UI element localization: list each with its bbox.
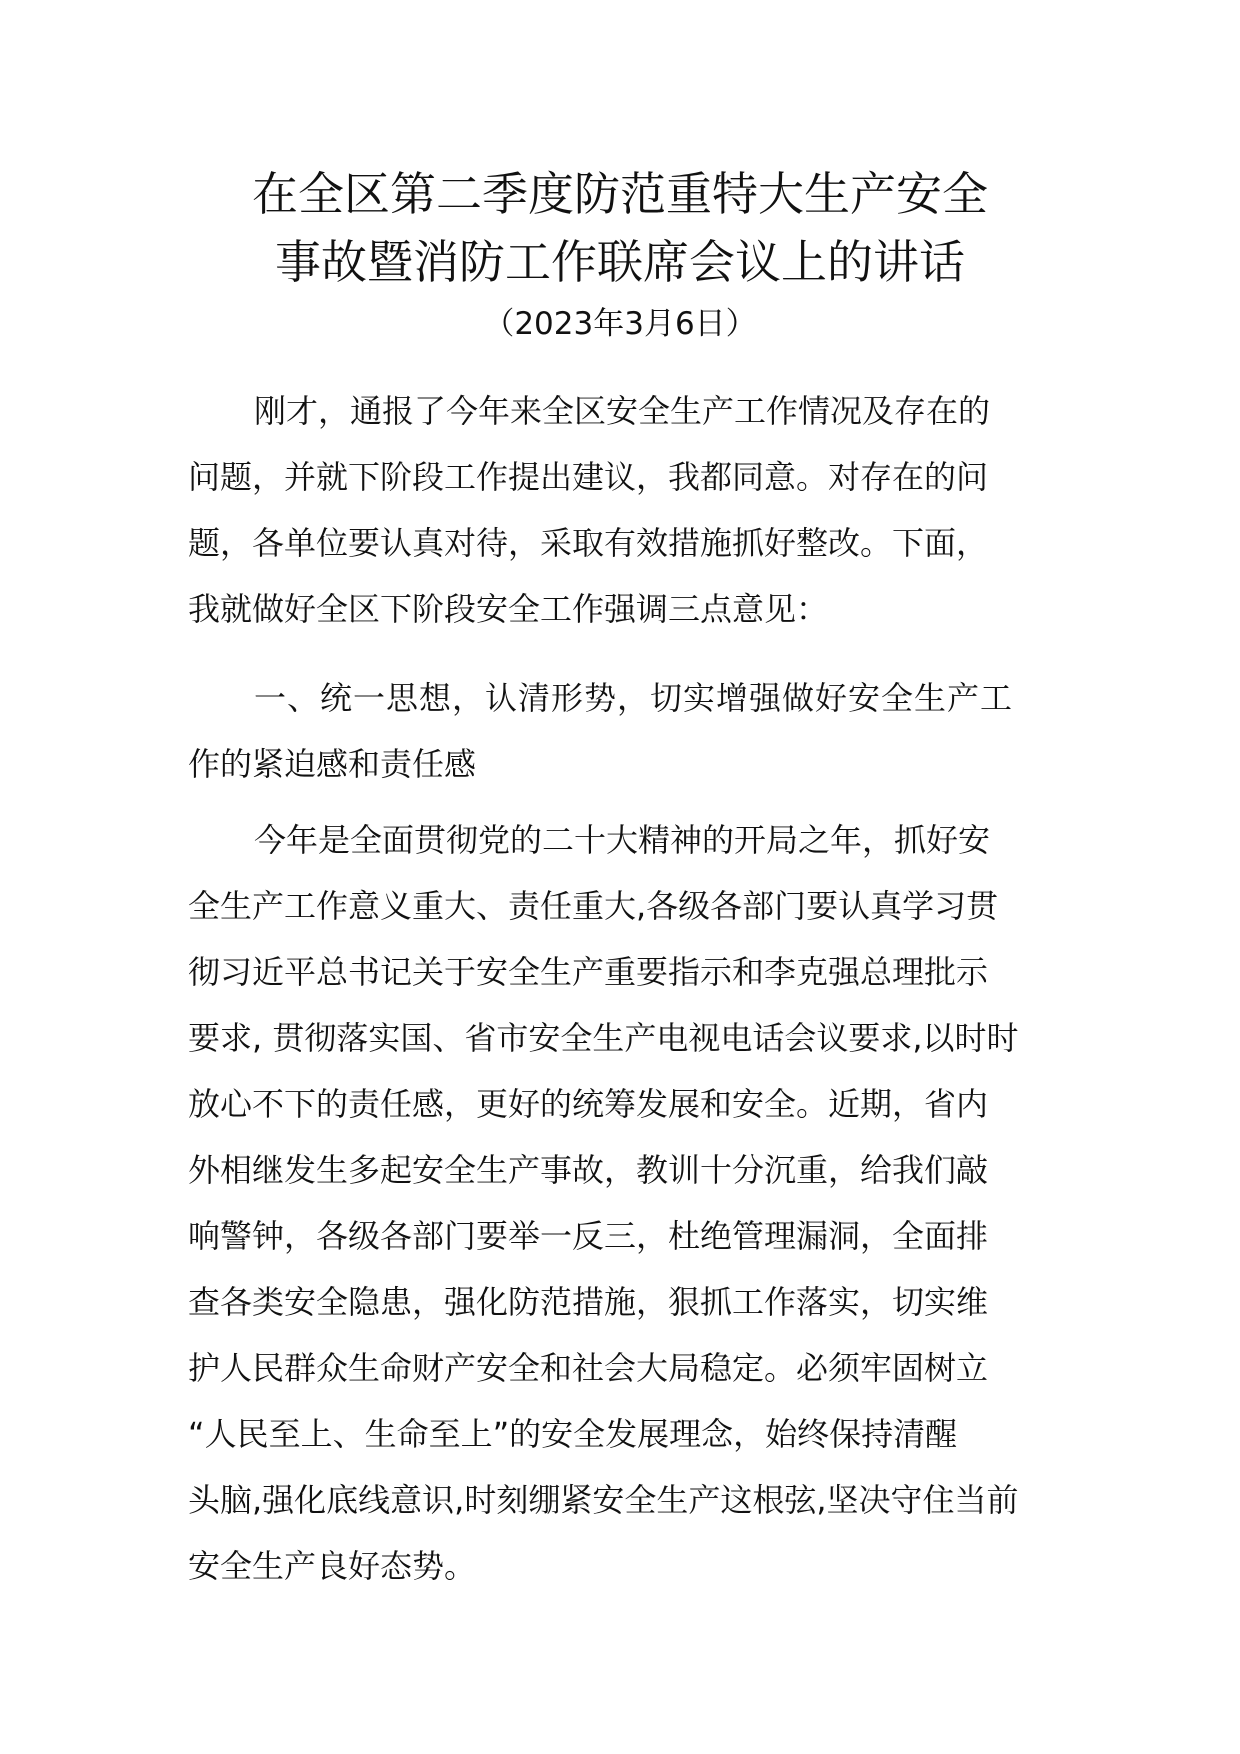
paragraph-section-1	[188, 818, 1058, 1610]
paragraph-line: 问题，并就下阶段工作提出建议，我都同意。对存在的问	[188, 458, 989, 496]
paragraph-line: 要求, 贯彻落实国、省市安全生产电视电话会议要求,以时时	[188, 1019, 1019, 1057]
paragraph-line: “人民至上、生命至上”的安全发展理念，始终保持清醒	[188, 1415, 958, 1453]
paragraph-line: 我就做好全区下阶段安全工作强调三点意见：	[188, 590, 829, 628]
paragraph-line: 安全生产良好态势。	[188, 1547, 477, 1585]
speech-date: （2023年3月6日）	[483, 306, 757, 342]
paragraph-line: 护人民群众生命财产安全和社会大局稳定。必须牢固树立	[188, 1349, 989, 1387]
heading-line: 作的紧迫感和责任感	[188, 745, 477, 783]
title-line-2: 事故暨消防工作联席会议上的讲话	[275, 235, 965, 289]
heading-line: 一、统一思想，认清形势，切实增强做好安全生产工	[254, 679, 1014, 717]
paragraph-line: 刚才，通报了今年来全区安全生产工作情况及存在的	[254, 392, 991, 430]
title-line-1: 在全区第二季度防范重特大生产安全	[252, 167, 988, 221]
paragraph-intro	[188, 389, 1058, 653]
paragraph-line: 外相继发生多起安全生产事故，教训十分沉重，给我们敲	[188, 1151, 989, 1189]
paragraph-line: 放心不下的责任感，更好的统筹发展和安全。近期，省内	[188, 1085, 989, 1123]
paragraph-line: 查各类安全隐患，强化防范措施，狠抓工作落实，切实维	[188, 1283, 989, 1321]
paragraph-line: 彻习近平总书记关于安全生产重要指示和李克强总理批示	[188, 953, 989, 991]
paragraph-line: 响警钟，各级各部门要举一反三，杜绝管理漏洞，全面排	[188, 1217, 989, 1255]
paragraph-line: 题，各单位要认真对待，采取有效措施抓好整改。下面，	[188, 524, 989, 562]
paragraph-line: 头脑,强化底线意识,时刻绷紧安全生产这根弦,坚决守住当前	[188, 1481, 1019, 1519]
paragraph-line: 今年是全面贯彻党的二十大精神的开局之年，抓好安	[254, 821, 991, 859]
document-title	[150, 160, 1090, 296]
section-heading-1	[188, 676, 1058, 808]
paragraph-line: 全生产工作意义重大、责任重大,各级各部门要认真学习贯	[188, 887, 999, 925]
